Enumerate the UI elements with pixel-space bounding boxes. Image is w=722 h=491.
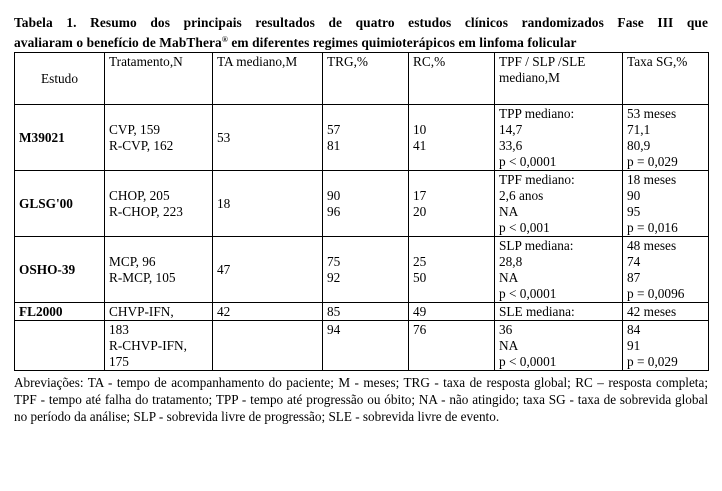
column-header: [105, 53, 213, 105]
tpf-cell: [495, 171, 623, 237]
headers.0-line: Estudo: [41, 71, 78, 86]
column-header: [323, 53, 409, 105]
table-row: [15, 105, 709, 171]
rows.1.sg-line: 95: [627, 204, 641, 219]
rows.0.tpf-line: p < 0,0001: [499, 154, 557, 169]
rows.0.sg-line: 71,1: [627, 122, 651, 137]
rows.0.sg-line: 80,9: [627, 138, 651, 153]
sg-cell: [623, 171, 709, 237]
rc-cell: [409, 237, 495, 303]
table-row: [15, 303, 709, 321]
rows.1.treatment-line: R-CHOP, 223: [109, 203, 183, 219]
rows.2.tpf-line: NA: [499, 270, 519, 285]
rows.2.trg-line: 92: [327, 269, 341, 285]
rows.1.tpf-line: TPF mediano:: [499, 172, 575, 187]
sg-cell: 42 meses: [623, 303, 709, 321]
rows.0.tpf-line: 33,6: [499, 138, 523, 153]
rows.1.sg-line: 18 meses: [627, 172, 677, 187]
rows.2.treatment-line: MCP, 96: [109, 253, 156, 269]
column-header: [623, 53, 709, 105]
rows.2.sg-line: 87: [627, 270, 641, 285]
treatment-cell: [105, 321, 213, 371]
headers.5-line: TPF / SLP /: [499, 54, 562, 69]
rows.1.trg-line: 90: [327, 187, 341, 203]
rows.2.treatment-line: R-MCP, 105: [109, 269, 176, 285]
rc-cell: [409, 171, 495, 237]
rows.1.rc-line: 20: [413, 203, 427, 219]
rows.0.tpf-line: 14,7: [499, 122, 523, 137]
headers.1-line: Tratamento,: [109, 54, 174, 69]
tpf-cell: [495, 237, 623, 303]
tpf-cell: [495, 321, 623, 371]
footnote: Abreviações: TA - tempo de acompanhamento do paciente; M - meses; TRG - taxa de resposta global; RC – resposta completa; TPF - tempo até falha do tratamento; TPP - tempo até progressão ou óbito; NA - não atingido; taxa SG - taxa de sobrevida global no período da análise; SLP - sobrevida livre de progressão; SLE - sobrevida livre de evento.: [14, 375, 708, 424]
fl2000.row2.sg-line: p = 0,029: [627, 354, 678, 369]
fl2000.row2.tpf-line: p < 0,0001: [499, 354, 557, 369]
column-header: [409, 53, 495, 105]
rows.2.tpf-line: p < 0,0001: [499, 286, 557, 301]
study-name: GLSG'00: [15, 171, 105, 237]
treatment-cell: CHVP-IFN,: [105, 303, 213, 321]
rc-cell: 49: [409, 303, 495, 321]
caption-line-2-rest: em diferentes regimes quimioterápicos em linfoma folicular: [227, 35, 577, 50]
ta-cell: 18: [213, 171, 323, 237]
fl2000.row2.tpf-line: 36: [499, 322, 513, 337]
rc-cell: 76: [409, 321, 495, 371]
rows.1.treatment-line: CHOP, 205: [109, 187, 170, 203]
rc-cell: [409, 105, 495, 171]
rows.0.rc-line: 41: [413, 137, 427, 153]
treatment-cell: [105, 171, 213, 237]
column-header: [495, 53, 623, 105]
sg-cell: [623, 105, 709, 171]
header-row: [15, 53, 709, 105]
headers.1-line: N: [173, 54, 183, 69]
headers.2-line: M: [285, 54, 298, 69]
sg-cell: [623, 237, 709, 303]
ta-cell: 42: [213, 303, 323, 321]
headers.5-line: M: [548, 70, 560, 85]
document-page: [14, 14, 708, 425]
registered-mark: ®: [221, 35, 228, 44]
sg-cell: [623, 321, 709, 371]
rows.2.sg-line: 48 meses: [627, 238, 677, 253]
rows.0.trg-line: 57: [327, 121, 341, 137]
results-table: [14, 52, 709, 371]
treatment-cell: [105, 105, 213, 171]
headers.5-line: SLE mediano,: [499, 54, 586, 85]
fl2000.row2.treatment-line: R-CHVP-IFN,: [109, 338, 187, 353]
rows.1.rc-line: 17: [413, 187, 427, 203]
study-name: FL2000: [15, 303, 105, 321]
headers.4-line: RC,: [413, 54, 435, 69]
study-name-empty: [15, 321, 105, 371]
rows.1.trg-line: 96: [327, 203, 341, 219]
rows.2.trg-line: 75: [327, 253, 341, 269]
headers.2-line: TA mediano,: [217, 54, 286, 69]
rows.0.sg-line: p = 0,029: [627, 154, 678, 169]
fl2000.row2.treatment-line: 183: [109, 322, 129, 337]
trg-cell: 94: [323, 321, 409, 371]
caption-line-2: [14, 31, 708, 51]
rows.1.sg-line: 90: [627, 188, 641, 203]
caption-line-2-text: avaliaram o benefício de MabThera: [14, 35, 222, 50]
ta-cell: 47: [213, 237, 323, 303]
treatment-cell: [105, 237, 213, 303]
trg-cell: [323, 171, 409, 237]
headers.6-line: %: [676, 54, 688, 69]
table-caption: [14, 14, 708, 51]
rows.0.rc-line: 10: [413, 121, 427, 137]
table-row: [15, 171, 709, 237]
headers.3-line: TRG,: [327, 54, 357, 69]
rows.2.sg-line: 74: [627, 254, 641, 269]
column-header: [213, 53, 323, 105]
fl2000.row2.tpf-line: NA: [499, 338, 519, 353]
rows.1.tpf-line: 2,6 anos: [499, 188, 544, 203]
rows.2.rc-line: 50: [413, 269, 427, 285]
trg-cell: [323, 237, 409, 303]
rows.2.rc-line: 25: [413, 253, 427, 269]
tpf-cell: [495, 105, 623, 171]
rows.2.sg-line: p = 0,0096: [627, 286, 685, 301]
caption-line-1: Tabela 1. Resumo dos principais resultados de quatro estudos clínicos randomizados Fase III que: [14, 15, 708, 30]
rows.0.treatment-line: R-CVP, 162: [109, 137, 174, 153]
study-name: M39021: [15, 105, 105, 171]
headers.4-line: %: [434, 54, 446, 69]
table-row: [15, 321, 709, 371]
trg-cell: [323, 105, 409, 171]
ta-cell: 53: [213, 105, 323, 171]
rows.0.treatment-line: CVP, 159: [109, 121, 160, 137]
rows.0.trg-line: 81: [327, 137, 341, 153]
rows.1.tpf-line: NA: [499, 204, 519, 219]
table-row: [15, 237, 709, 303]
fl2000.row2.treatment-line: 175: [109, 354, 129, 369]
rows.2.tpf-line: SLP mediana:: [499, 238, 574, 253]
rows.1.tpf-line: p < 0,001: [499, 220, 550, 235]
column-header: [15, 53, 105, 105]
trg-cell: 85: [323, 303, 409, 321]
study-name: OSHO-39: [15, 237, 105, 303]
headers.3-line: %: [356, 54, 368, 69]
fl2000.row2.sg-line: 84: [627, 322, 641, 337]
rows.1.sg-line: p = 0,016: [627, 220, 678, 235]
headers.6-line: Taxa SG,: [627, 54, 677, 69]
tpf-cell: SLE mediana:: [495, 303, 623, 321]
ta-cell-empty: [213, 321, 323, 371]
rows.2.tpf-line: 28,8: [499, 254, 523, 269]
rows.0.sg-line: 53 meses: [627, 106, 677, 121]
rows.0.tpf-line: TPP mediano:: [499, 106, 575, 121]
fl2000.row2.sg-line: 91: [627, 338, 641, 353]
